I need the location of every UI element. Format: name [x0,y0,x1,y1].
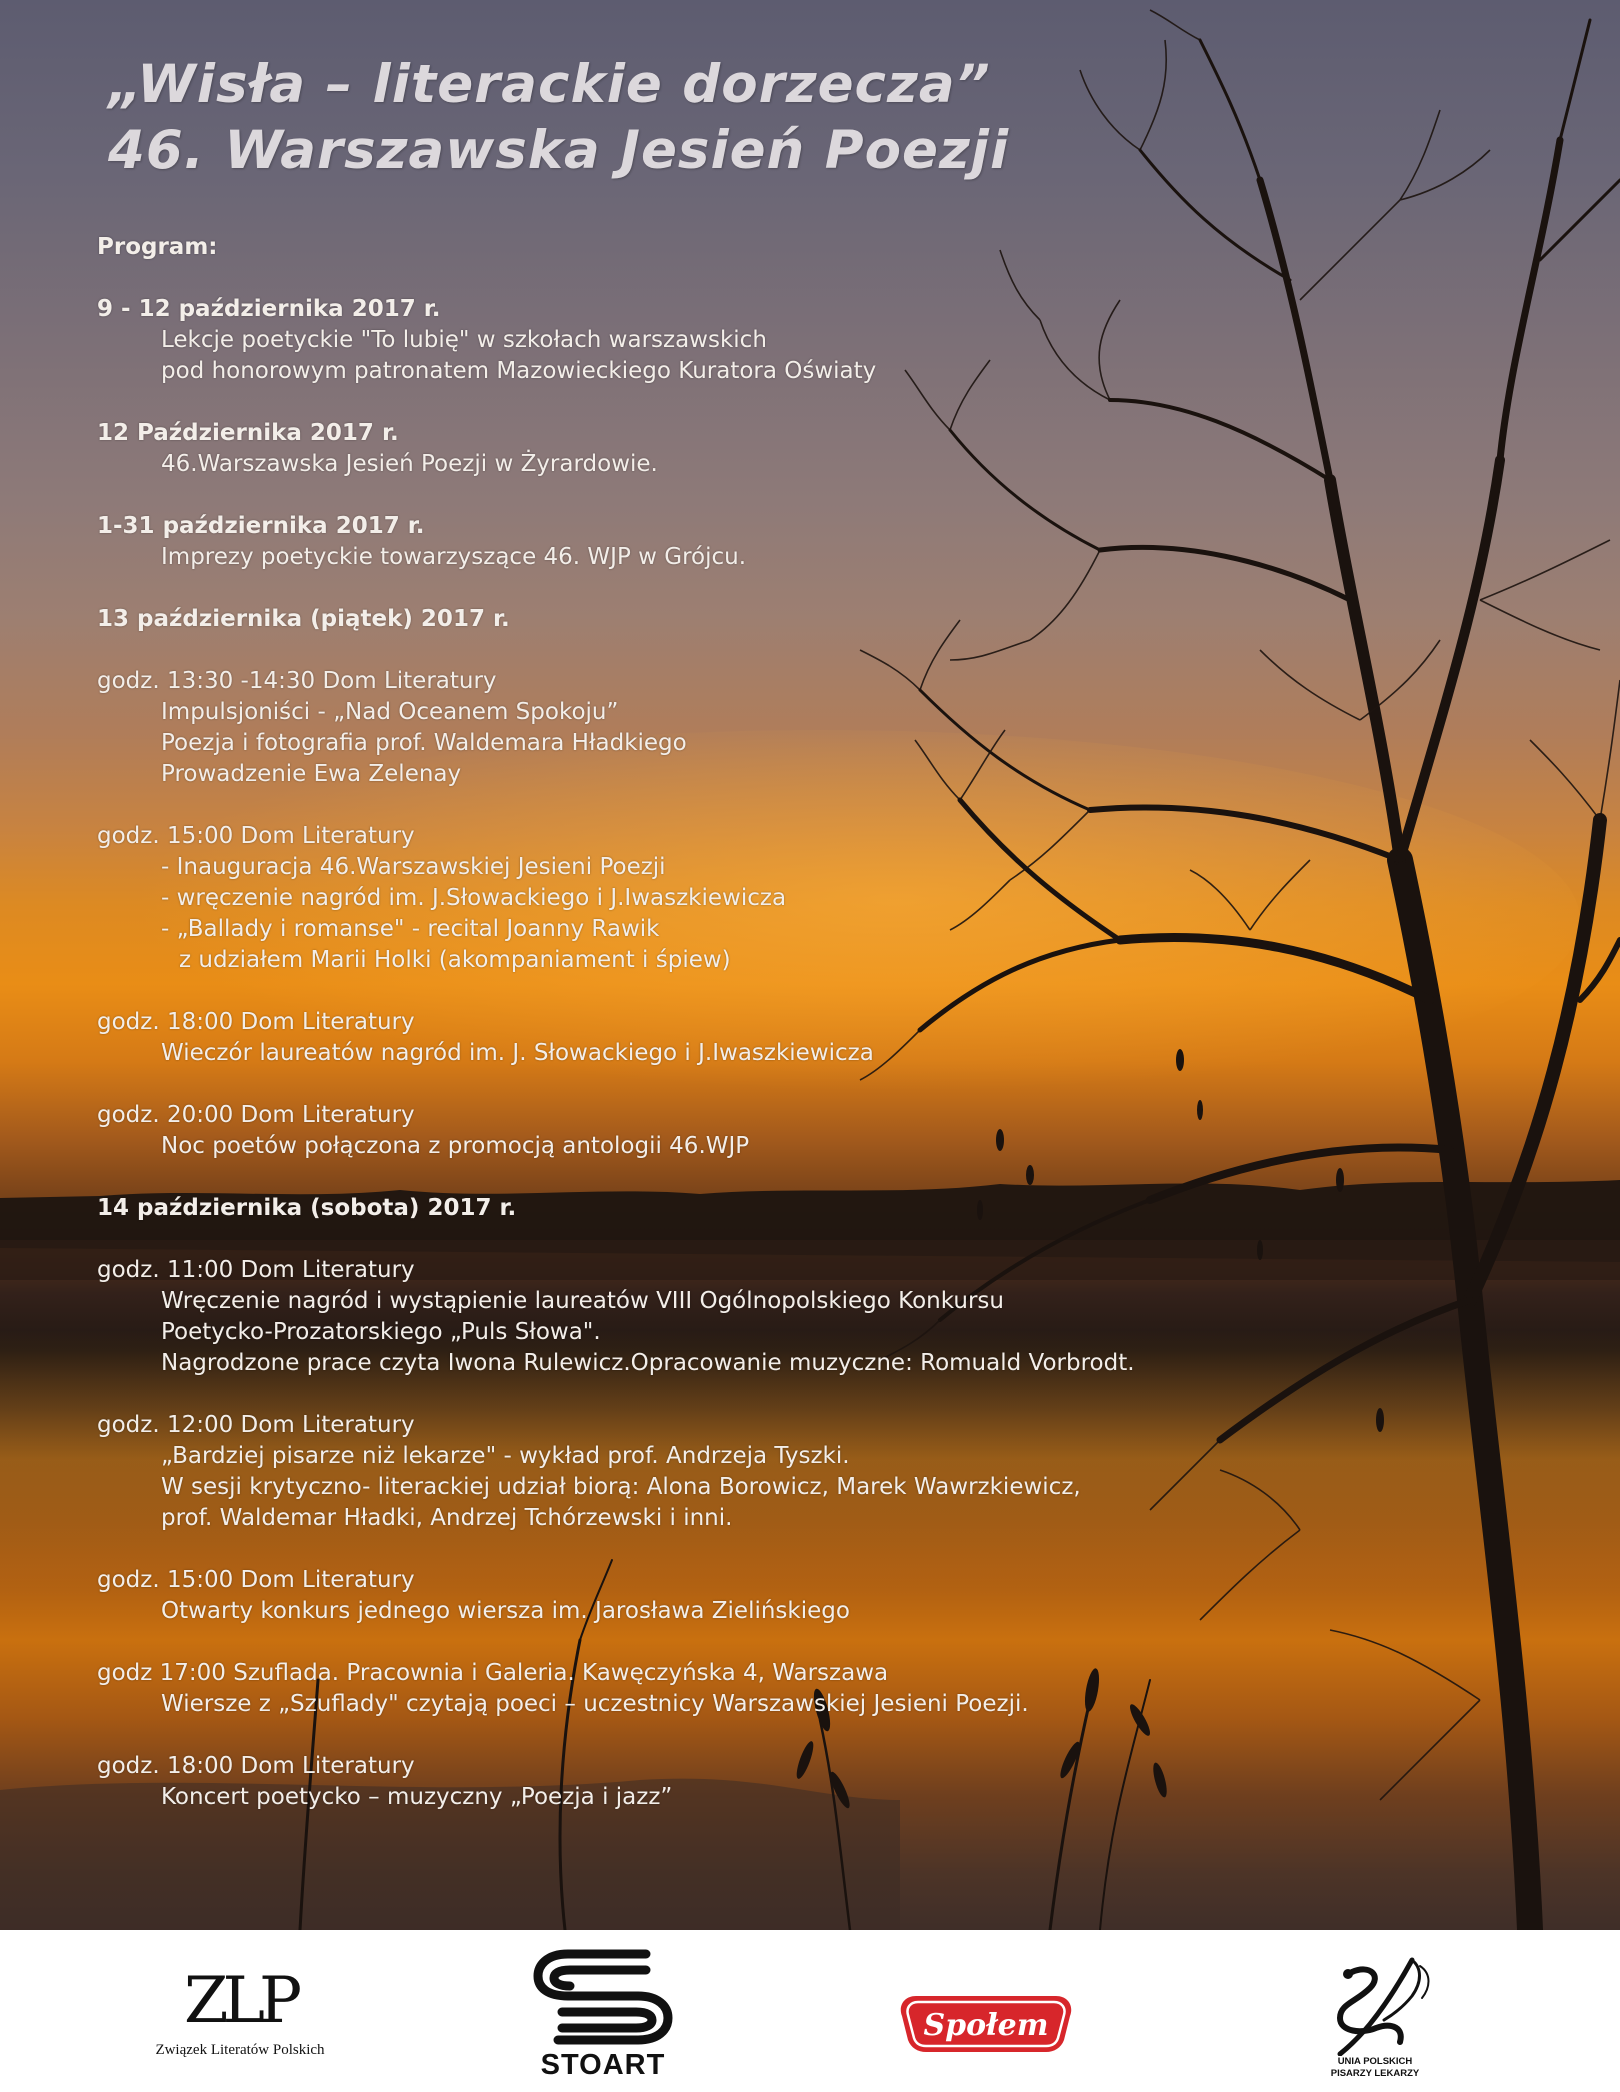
zlp-mark: ZLP [183,1964,297,2038]
event-line: W sesji krytyczno- literackiej udział biorą: Alona Borowicz, Marek Wawrzkiewicz, [161,1474,1081,1500]
event-item [97,666,1337,790]
stoart-logo [528,1946,678,2081]
event-time: godz. 18:00 Dom Literatury [97,1009,415,1035]
event-time: godz. 15:00 Dom Literatury [97,1567,415,1593]
event-line: - Inauguracja 46.Warszawskiej Jesieni Poezji [161,854,666,880]
block-date: 9 - 12 października 2017 r. [97,296,441,322]
event-line: Poezja i fotografia prof. Waldemara Hładkiego [161,730,687,756]
event-item [97,1007,1337,1069]
zlp-name: Związek Literatów Polskich [155,2042,325,2058]
block-line: Lekcje poetyckie "To lubię" w szkołach warszawskich [161,327,767,353]
event-line: prof. Waldemar Hładki, Andrzej Tchórzewski i inni. [161,1505,733,1531]
schedule-block [97,418,1337,480]
program-heading: Program: [97,234,218,260]
title-line-1: „Wisła – literackie dorzecza” [108,54,991,115]
event-time: godz. 12:00 Dom Literatury [97,1412,415,1438]
event-line: Prowadzenie Ewa Zelenay [161,761,462,787]
event-line: Wiersze z „Szuflady" czytają poeci – uczestnicy Warszawskiej Jesieni Poezji. [161,1691,1029,1717]
sponsor-logo-bar [0,1930,1620,2092]
block-line: 46.Warszawska Jesień Poezji w Żyrardowie. [161,451,658,477]
event-time: godz. 20:00 Dom Literatury [97,1102,415,1128]
upp-name [1320,2056,1430,2080]
upp-name-line-1: UNIA POLSKICH [1337,2056,1413,2067]
event-item [97,1658,1337,1720]
event-line: Poetycko-Prozatorskiego „Puls Słowa". [161,1319,601,1345]
poster-title [108,52,1009,184]
event-item [97,1255,1337,1379]
block-date: 12 Października 2017 r. [97,420,399,446]
day-date: 13 października (piątek) 2017 r. [97,606,510,632]
block-line: pod honorowym patronatem Mazowieckiego Kuratora Oświaty [161,358,877,384]
event-item [97,821,1337,976]
schedule-block [97,294,1337,387]
spolem-emblem-icon [896,1990,1076,2056]
event-line: - wręczenie nagród im. J.Słowackiego i J.Iwaszkiewicza [161,885,787,911]
upp-name-line-2: PISARZY LEKARZY [1330,2068,1420,2079]
event-time: godz. 15:00 Dom Literatury [97,823,415,849]
event-time: godz. 11:00 Dom Literatury [97,1257,415,1283]
event-item [97,1100,1337,1162]
event-time: godz. 18:00 Dom Literatury [97,1753,415,1779]
event-line: Koncert poetycko – muzyczny „Poezja i jazz” [161,1784,673,1810]
stoart-name: STOART [540,2049,666,2081]
schedule-block [97,511,1337,573]
program-schedule [97,232,1337,1813]
event-time: godz. 13:30 -14:30 Dom Literatury [97,668,497,694]
event-line: „Bardziej pisarze niż lekarze" - wykład prof. Andrzeja Tyszki. [161,1443,850,1469]
zlp-logo [140,1964,340,2078]
event-time: godz 17:00 Szuflada. Pracownia i Galeria. Kawęczyńska 4, Warszawa [97,1660,889,1686]
event-line: Impulsjoniści - „Nad Oceanem Spokoju” [161,699,619,725]
event-line: Otwarty konkurs jednego wiersza im. Jarosława Zielińskiego [161,1598,850,1624]
event-line: Noc poetów połączona z promocją antologii 46.WJP [161,1133,750,1159]
stoart-emblem-icon [528,1946,678,2046]
event-item [97,1565,1337,1627]
block-line: Imprezy poetyckie towarzyszące 46. WJP w Grójcu. [161,544,747,570]
upp-logo [1300,1952,1450,2087]
event-item [97,1410,1337,1534]
day-date: 14 października (sobota) 2017 r. [97,1195,517,1221]
title-line-2: 46. Warszawska Jesień Poezji [108,120,1010,181]
event-line: Wieczór laureatów nagród im. J. Słowackiego i J.Iwaszkiewicza [161,1040,874,1066]
spolem-logo [896,1990,1076,2056]
block-date: 1-31 października 2017 r. [97,513,425,539]
event-item [97,1751,1337,1813]
event-line: - „Ballady i romanse" - recital Joanny Rawik [161,916,660,942]
event-line: Wręczenie nagród i wystąpienie laureatów VIII Ogólnopolskiego Konkursu [161,1288,1004,1314]
spolem-name: Społem [923,2008,1049,2043]
snake-quill-icon [1300,1952,1450,2056]
event-subline: z udziałem Marii Holki (akompaniament i śpiew) [179,947,731,973]
event-line: Nagrodzone prace czyta Iwona Rulewicz.Opracowanie muzyczne: Romuald Vorbrodt. [161,1350,1135,1376]
